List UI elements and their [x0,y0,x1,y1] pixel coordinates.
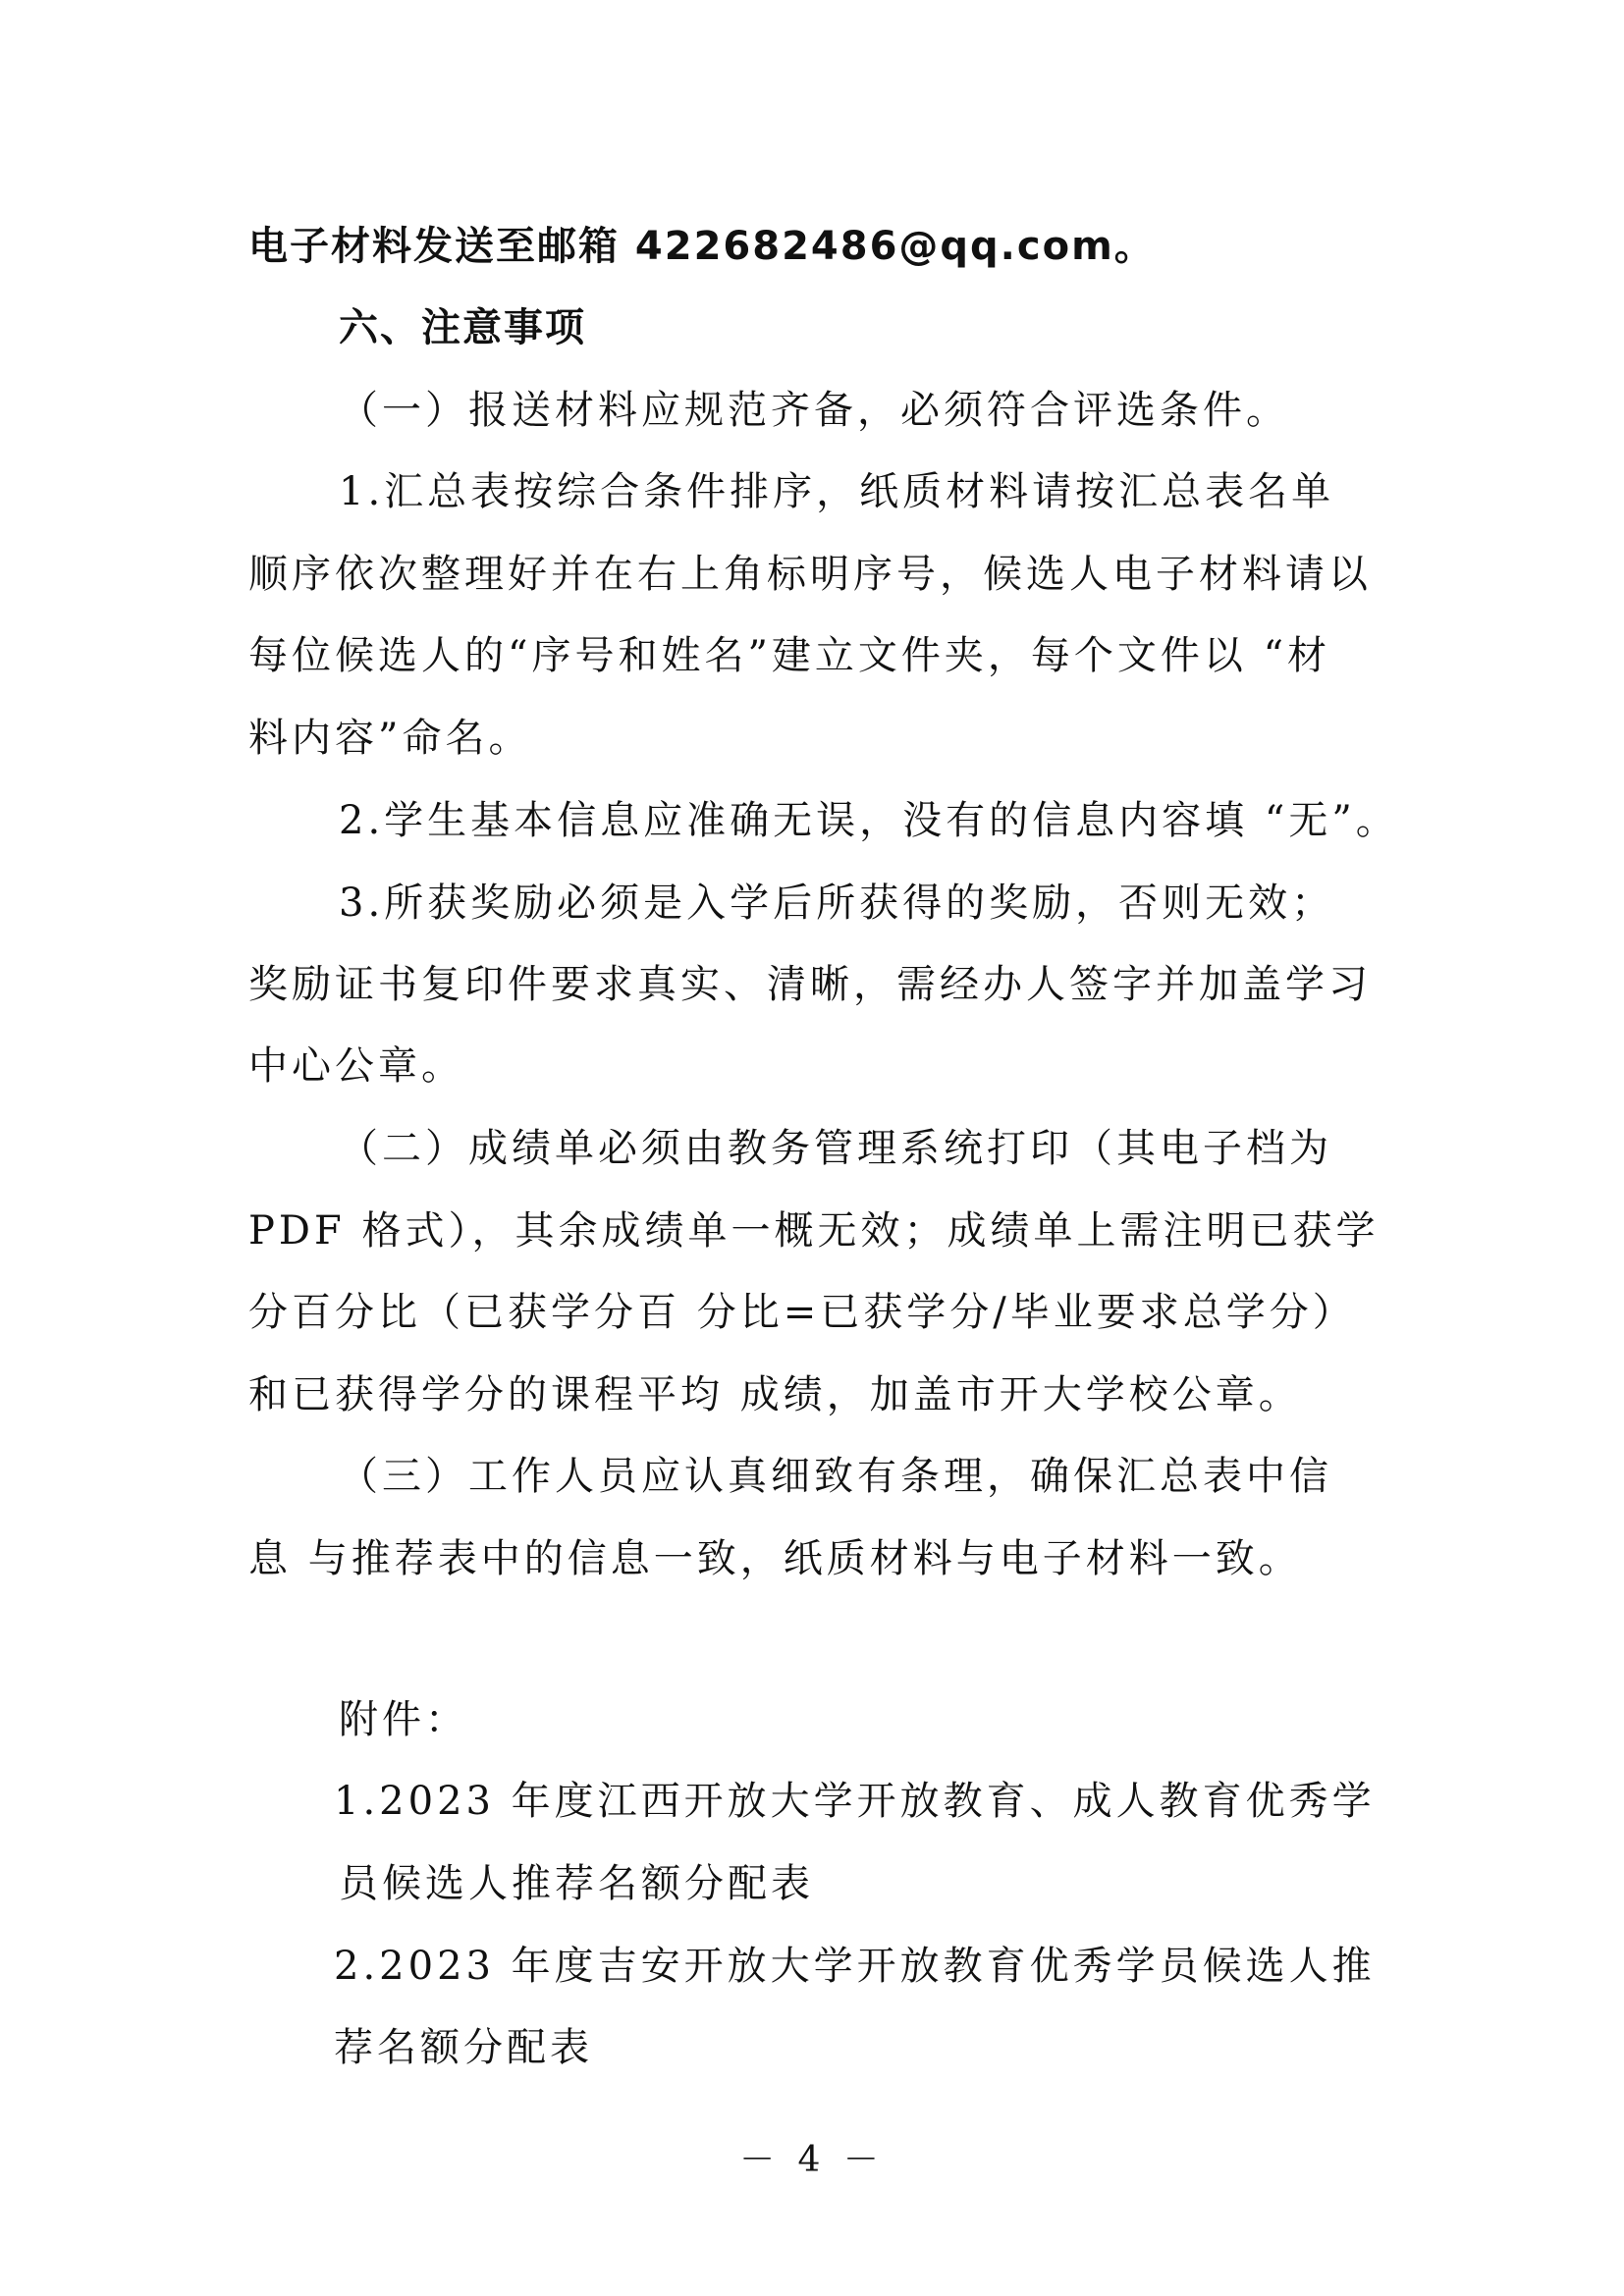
paragraph-line: 2.学生基本信息应准确无误，没有的信息内容填 “无”。 [339,798,1399,843]
paragraph-line: 奖励证书复印件要求真实、清晰，需经办人签字并加盖学习 [248,962,1372,1007]
paragraph-line: 3.所获奖励必须是入学后所获得的奖励，否则无效； [339,881,1335,926]
paragraph-line: 分百分比（已获学分百 分比=已获学分/毕业要求总学分） [248,1290,1356,1335]
attachments-label: 附件： [339,1697,468,1742]
attachment-item: 员候选人推荐名额分配表 [339,1861,814,1906]
attachment-item: 荐名额分配表 [334,2025,593,2070]
paragraph-line: 1.汇总表按综合条件排序，纸质材料请按汇总表名单 [339,469,1335,514]
email-line: 电子材料发送至邮箱 422682486@qq.com。 [248,224,1156,269]
attachment-item: 1.2023 年度江西开放大学开放教育、成人教育优秀学 [334,1779,1376,1824]
paragraph-line: 顺序依次整理好并在右上角标明序号，候选人电子材料请以 [248,552,1372,597]
paragraph-line: 和已获得学分的课程平均 成绩，加盖市开大学校公章。 [248,1372,1302,1417]
paragraph-line: 料内容”命名。 [248,716,532,761]
attachment-item: 2.2023 年度吉安开放大学开放教育优秀学员候选人推 [334,1944,1376,1989]
paragraph-line: 息 与推荐表中的信息一致，纸质材料与电子材料一致。 [248,1536,1302,1581]
paragraph-line: （三）工作人员应认真细致有条理，确保汇总表中信 [339,1454,1332,1499]
paragraph-line: （一）报送材料应规范齐备，必须符合评选条件。 [339,388,1289,433]
paragraph-line: 中心公章。 [248,1043,464,1089]
paragraph-line: （二）成绩单必须由教务管理系统打印（其电子档为 [339,1126,1332,1171]
page-number: － 4 － [739,2140,885,2180]
paragraph-line: PDF 格式），其余成绩单一概无效；成绩单上需注明已获学 [248,1208,1380,1254]
section-heading: 六、注意事项 [339,305,586,350]
paragraph-line: 每位候选人的“序号和姓名”建立文件夹，每个文件以 “材 [248,633,1331,678]
